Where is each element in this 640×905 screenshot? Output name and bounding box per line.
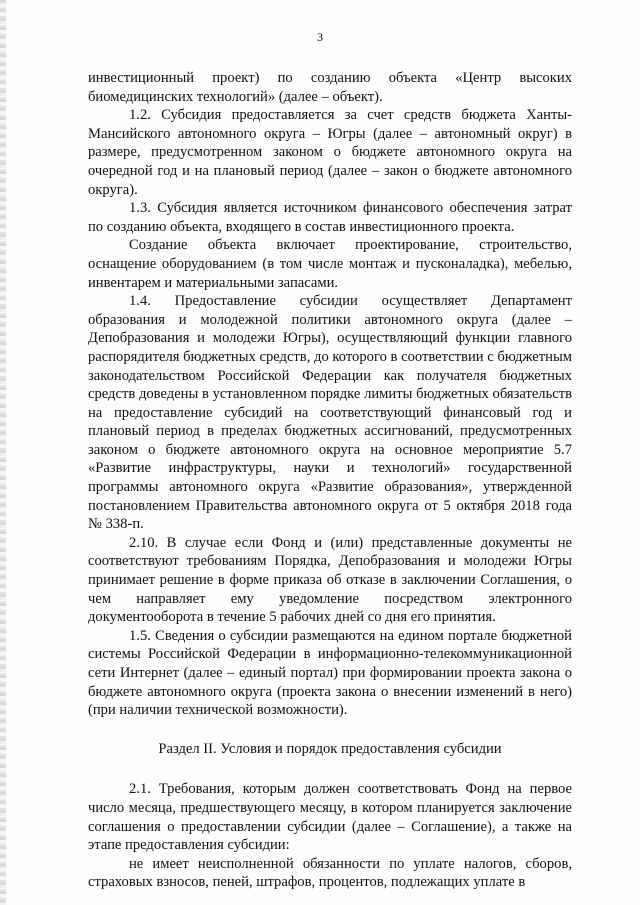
- section-heading: Раздел II. Условия и порядок предоставления субсидии: [158, 740, 502, 757]
- page-number: 3: [317, 30, 323, 44]
- paragraph-1-2: 1.2. Субсидия предоставляется за счет средств бюджета Ханты-Мансийского автономного округа – Югры (далее – автономный округ) в размере, предусмотренном законом о бюджете автономного округа на очередной год и на плановый период (далее – закон о бюджете автономного округа).: [88, 107, 572, 198]
- paragraph-1-5: 1.5. Сведения о субсидии размещаются на едином портале бюджетной системы Российской Федерации в информационно-телекоммуникационной сети Интернет (далее – единый портал) при формировании проекта закона о бюджете автономного округа (проекта закона о внесении изменений в него) (при наличии технической возможности).: [88, 627, 572, 719]
- paragraph-1-3: 1.3. Субсидия является источником финансового обеспечения затрат по созданию объекта, входящего в состав инвестиционного проекта.: [88, 200, 572, 235]
- paragraph-continuation: инвестиционный проект) по созданию объекта «Центр высоких биомедицинских технологий» (далее – объект).: [88, 70, 572, 105]
- paragraph-2-10: 2.10. В случае если Фонд и (или) представленные документы не соответствуют требованиям Порядка, Депобразования и молодежи Югры принимает решение в форме приказа об отказе в заключении Соглашения, о чем направляет ему уведомление посредством электронного документооборота в течение 5 рабочих дней со дня его принятия.: [88, 534, 572, 626]
- paragraph-2-1: 2.1. Требования, которым должен соответствовать Фонд на первое число месяца, предшествующего месяцу, в котором планируется заключение соглашения о предоставлении субсидии (далее – Соглашение), а также на этапе предоставления субсидии:: [88, 781, 572, 854]
- scan-edge: [0, 0, 6, 905]
- paragraph-object-creation: Создание объекта включает проектирование, строительство, оснащение оборудованием (в том числе монтаж и пусконаладка), мебелью, инвентарем и материальными запасами.: [88, 237, 572, 291]
- paragraph-requirement: не имеет неисполненной обязанности по уплате налогов, сборов, страховых взносов, пеней, штрафов, процентов, подлежащих уплате в: [88, 855, 572, 891]
- document-body: [88, 69, 572, 892]
- paragraph-1-4: 1.4. Предоставление субсидии осуществляет Департамент образования и молодежной политики автономного округа (далее – Депобразования и молодежи Югры), осуществляющий функции главного распорядителя бюджетных средств, до которого в соответствии с бюджетным законодательством Российской Федерации как получателя бюджетных средств доведены в установленном порядке лимиты бюджетных обязательств на предоставление субсидий на соответствующий финансовый год и плановый период в пределах бюджетных ассигнований, предусмотренных законом о бюджете автономного округа на основное мероприятие 5.7 «Развитие инфраструктуры, науки и технологий» государственной программы автономного округа «Развитие образования», утвержденной постановлением Правительства автономного округа от 5 октября 2018 года № 338-п.: [88, 293, 572, 533]
